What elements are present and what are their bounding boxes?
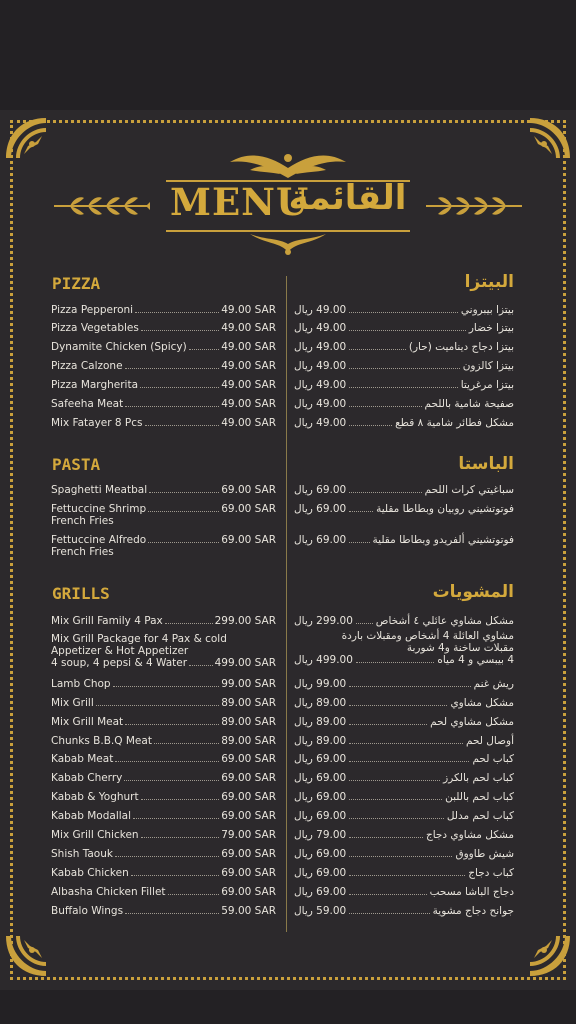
menu-item-price: 69.00 SAR xyxy=(221,772,276,784)
dot-leader xyxy=(349,705,447,706)
menu-item-row xyxy=(51,417,276,429)
dot-leader xyxy=(356,623,373,624)
dot-leader xyxy=(141,837,220,838)
menu-item-subtitle: French Fries xyxy=(51,515,114,527)
dot-leader xyxy=(349,837,423,838)
menu-item-ar xyxy=(294,697,514,709)
menu-item-price: 69.00 ريال xyxy=(294,772,347,784)
menu-item-row xyxy=(51,697,276,709)
menu-item-ar xyxy=(294,867,514,879)
menu-item-name: مشكل مشاوي xyxy=(450,697,514,709)
menu-item-row xyxy=(51,848,276,860)
dot-leader xyxy=(165,623,213,624)
menu-item-price: 49.00 ريال xyxy=(294,341,347,353)
menu-item-name: بيتزا دجاج ديناميت (حار) xyxy=(408,341,514,353)
menu-item-name: Kabab & Yoghurt xyxy=(51,791,139,803)
dot-leader xyxy=(349,875,465,876)
section-title-pasta-en: PASTA xyxy=(52,455,101,474)
menu-item-price: 499.00 ريال xyxy=(294,654,353,666)
menu-item-row xyxy=(294,534,514,546)
menu-item-price: 69.00 SAR xyxy=(221,791,276,803)
menu-item-row xyxy=(51,615,276,627)
menu-item-ar xyxy=(294,678,514,690)
dot-leader xyxy=(349,780,440,781)
dot-leader xyxy=(168,894,220,895)
menu-item-en xyxy=(51,867,276,879)
menu-item-ar xyxy=(294,905,514,917)
menu-item-price: 59.00 SAR xyxy=(221,905,276,917)
menu-item-price: 69.00 SAR xyxy=(221,848,276,860)
dot-leader xyxy=(145,425,220,426)
menu-item-name: Mix Grill Meat xyxy=(51,716,124,728)
menu-item-en xyxy=(51,417,276,429)
dot-leader xyxy=(141,799,220,800)
menu-item-row xyxy=(294,791,514,803)
menu-item-name: كباب دجاج xyxy=(468,867,514,879)
menu-item-price: 49.00 ريال xyxy=(294,322,347,334)
menu-item-name-line3: 4 soup, 4 pepsi & 4 Water xyxy=(51,657,188,669)
menu-item-en xyxy=(51,848,276,860)
dot-leader xyxy=(135,312,219,313)
menu-item-name: مشكل مشاوي عائلي ٤ أشخاص xyxy=(375,615,514,627)
dot-leader xyxy=(349,818,444,819)
dot-leader xyxy=(115,761,219,762)
dot-leader xyxy=(349,368,459,369)
dot-leader xyxy=(349,312,458,313)
menu-item-en xyxy=(51,772,276,784)
menu-item-en xyxy=(51,678,276,690)
menu-item-name-line2: Appetizer & Hot Appetizer xyxy=(51,645,189,657)
dot-leader xyxy=(125,724,219,725)
dot-leader xyxy=(349,799,442,800)
menu-item-price: 299.00 ريال xyxy=(294,615,353,627)
menu-item-en xyxy=(51,304,276,316)
menu-item-name: Mix Fatayer 8 Pcs xyxy=(51,417,143,429)
menu-item-price: 79.00 SAR xyxy=(221,829,276,841)
menu-item-row xyxy=(294,417,514,429)
corner-ornament-icon xyxy=(2,114,50,162)
menu-item-name: فوتوتشيني ألفريدو وبطاطا مقلية xyxy=(372,534,514,546)
menu-item-name: Pizza Pepperoni xyxy=(51,304,134,316)
menu-item-price: 99.00 ريال xyxy=(294,678,347,690)
menu-item-ar xyxy=(294,735,514,747)
menu-item-price: 49.00 SAR xyxy=(221,379,276,391)
menu-item-row xyxy=(51,772,276,784)
menu-item-row xyxy=(294,341,514,353)
menu-item-price: 89.00 ريال xyxy=(294,735,347,747)
menu-item-row xyxy=(294,678,514,690)
dot-leader xyxy=(133,818,219,819)
menu-item-name: Mix Grill xyxy=(51,697,94,709)
menu-item-price: 49.00 SAR xyxy=(221,341,276,353)
menu-item-price: 49.00 SAR xyxy=(221,360,276,372)
menu-item-name: شيش طاووق xyxy=(455,848,514,860)
dot-leader xyxy=(349,743,463,744)
menu-item-name: Kabab Modallal xyxy=(51,810,132,822)
menu-item-ar xyxy=(294,484,514,496)
menu-item-ar xyxy=(294,503,514,515)
menu-item-name: بيتزا خضار xyxy=(468,322,514,334)
menu-item-name: Mix Grill Package for 4 Pax & cold xyxy=(51,633,227,645)
menu-item-ar xyxy=(294,417,514,429)
menu-item-price: 49.00 ريال xyxy=(294,304,347,316)
menu-item-row xyxy=(51,716,276,728)
menu-item-en xyxy=(51,791,276,803)
section-title-pizza-en: PIZZA xyxy=(52,274,101,293)
dot-leader xyxy=(349,856,452,857)
section-title-grills-ar: المشويات xyxy=(432,582,514,602)
menu-item-en xyxy=(51,905,276,917)
dot-leader xyxy=(349,542,369,543)
menu-item-name: فوتوتشيني روبيان وبطاطا مقلية xyxy=(376,503,514,515)
menu-item-price: 49.00 SAR xyxy=(221,304,276,316)
corner-ornament-icon xyxy=(526,932,574,980)
menu-item-ar xyxy=(294,322,514,334)
menu-item-name: Kabab Cherry xyxy=(51,772,123,784)
menu-item-price: 69.00 SAR xyxy=(221,810,276,822)
menu-item-en xyxy=(51,735,276,747)
menu-item-name-line2: مقبلات ساخنة و4 شوربة xyxy=(406,642,514,654)
menu-item-name: بيتزا كالزون xyxy=(462,360,514,372)
dot-leader xyxy=(96,705,220,706)
corner-ornament-icon xyxy=(2,932,50,980)
dot-leader xyxy=(349,387,457,388)
menu-item-ar xyxy=(294,304,514,316)
menu-item-name: مشكل مشاوي دجاج xyxy=(425,829,514,841)
menu-item-name: دجاج الباشا مسحب xyxy=(429,886,514,898)
menu-item-price: 59.00 ريال xyxy=(294,905,347,917)
menu-item-ar xyxy=(294,886,514,898)
menu-item-row xyxy=(51,360,276,372)
menu-item-ar xyxy=(294,848,514,860)
menu-item-price: 299.00 SAR xyxy=(214,615,276,627)
menu-item-name: مشكل مشاوي لحم xyxy=(430,716,514,728)
dot-leader xyxy=(349,511,373,512)
menu-item-name: Spaghetti Meatbal xyxy=(51,484,148,496)
menu-item-row xyxy=(51,503,276,515)
menu-item-row xyxy=(294,735,514,747)
menu-item-en xyxy=(51,484,276,496)
dot-leader xyxy=(148,511,219,512)
section-title-grills-en: GRILLS xyxy=(52,584,110,603)
menu-item-en xyxy=(51,534,276,558)
menu-item-row xyxy=(294,322,514,334)
menu-item-price: 49.00 ريال xyxy=(294,398,347,410)
menu-item-price: 69.00 ريال xyxy=(294,848,347,860)
menu-item-row xyxy=(294,753,514,765)
menu-item-row xyxy=(51,905,276,917)
menu-item-name: Pizza Margherita xyxy=(51,379,139,391)
menu-item-name: Fettuccine Shrimp xyxy=(51,503,147,515)
menu-item-row xyxy=(51,534,276,546)
menu-item-price: 69.00 ريال xyxy=(294,886,347,898)
menu-item-ar xyxy=(294,630,514,666)
menu-item-price: 499.00 SAR xyxy=(214,657,276,669)
menu-item-row xyxy=(51,678,276,690)
menu-item-price: 79.00 ريال xyxy=(294,829,347,841)
dot-leader xyxy=(149,492,219,493)
menu-item-price: 49.00 SAR xyxy=(221,398,276,410)
menu-item-price: 49.00 SAR xyxy=(221,322,276,334)
menu-item-name: Shish Taouk xyxy=(51,848,113,860)
menu-item-price: 69.00 ريال xyxy=(294,791,347,803)
dot-leader xyxy=(349,425,392,426)
dot-leader xyxy=(125,913,219,914)
dot-leader xyxy=(356,662,434,663)
menu-item-name: سباغيتي كرات اللحم xyxy=(424,484,514,496)
menu-item-row xyxy=(51,657,276,669)
menu-item-en xyxy=(51,341,276,353)
menu-item-row xyxy=(294,398,514,410)
corner-ornament-icon xyxy=(526,114,574,162)
dot-leader xyxy=(189,349,220,350)
dot-leader xyxy=(349,913,429,914)
menu-item-name: كباب لحم بالكرز xyxy=(443,772,514,784)
menu-item-ar xyxy=(294,360,514,372)
menu-item-row xyxy=(294,829,514,841)
menu-item-row xyxy=(51,379,276,391)
menu-item-name: كباب لحم باللبن xyxy=(445,791,514,803)
menu-item-price: 69.00 ريال xyxy=(294,503,347,515)
menu-item-row xyxy=(294,503,514,515)
menu-item-price: 69.00 ريال xyxy=(294,484,347,496)
dot-leader xyxy=(349,724,427,725)
menu-item-en xyxy=(51,753,276,765)
menu-item-price: 69.00 SAR xyxy=(221,753,276,765)
menu-item-row xyxy=(294,360,514,372)
menu-item-en xyxy=(51,398,276,410)
menu-item-price: 49.00 ريال xyxy=(294,379,347,391)
menu-title-en: MENU xyxy=(170,180,310,224)
menu-item-row xyxy=(51,304,276,316)
menu-item-ar xyxy=(294,829,514,841)
dot-leader xyxy=(140,387,219,388)
menu-item-name: Buffalo Wings xyxy=(51,905,124,917)
section-title-pizza-ar: البيتزا xyxy=(464,272,514,292)
dot-leader xyxy=(189,665,213,666)
dot-leader xyxy=(148,542,219,543)
dot-leader xyxy=(349,894,426,895)
dot-leader xyxy=(349,330,466,331)
menu-item-price: 69.00 SAR xyxy=(221,886,276,898)
menu-item-name: Fettuccine Alfredo xyxy=(51,534,147,546)
menu-item-row xyxy=(51,829,276,841)
menu-item-price: 49.00 SAR xyxy=(221,417,276,429)
menu-item-row xyxy=(51,735,276,747)
dot-leader xyxy=(113,686,220,687)
menu-item-en xyxy=(51,633,276,669)
menu-item-name: مشكل فطائر شامية ٨ قطع xyxy=(395,417,514,429)
menu-item-name: صفيحة شامية باللحم xyxy=(424,398,514,410)
dot-leader xyxy=(349,686,470,687)
dot-leader xyxy=(154,743,219,744)
menu-item-price: 89.00 SAR xyxy=(221,697,276,709)
menu-item-row xyxy=(294,697,514,709)
menu-item-row xyxy=(51,886,276,898)
menu-item-row xyxy=(51,341,276,353)
dot-leader xyxy=(125,406,219,407)
menu-item-name: جوانح دجاج مشوية xyxy=(432,905,514,917)
menu-item-row xyxy=(51,322,276,334)
dot-leader xyxy=(349,349,406,350)
menu-item-row xyxy=(294,379,514,391)
menu-item-ar xyxy=(294,772,514,784)
menu-item-row xyxy=(51,791,276,803)
menu-item-price: 69.00 SAR xyxy=(221,503,276,515)
menu-item-subtitle: French Fries xyxy=(51,546,114,558)
menu-item-name: Chunks B.B.Q Meat xyxy=(51,735,152,747)
menu-item-en xyxy=(51,716,276,728)
menu-item-row xyxy=(294,867,514,879)
menu-item-en xyxy=(51,503,276,527)
menu-item-name: كباب لحم مدلل xyxy=(446,810,514,822)
menu-item-name: Kabab Chicken xyxy=(51,867,129,879)
menu-title-ar: القائمة xyxy=(288,178,407,218)
dot-leader xyxy=(125,368,220,369)
dot-leader xyxy=(131,875,220,876)
menu-item-en xyxy=(51,360,276,372)
menu-item-en xyxy=(51,829,276,841)
menu-item-price: 69.00 ريال xyxy=(294,534,347,546)
menu-item-name: ريش غنم xyxy=(473,678,514,690)
menu-item-price: 89.00 SAR xyxy=(221,716,276,728)
menu-item-price: 69.00 SAR xyxy=(221,534,276,546)
menu-item-row xyxy=(51,398,276,410)
menu-item-ar xyxy=(294,753,514,765)
menu-item-row xyxy=(51,484,276,496)
menu-item-row xyxy=(294,905,514,917)
menu-item-price: 69.00 ريال xyxy=(294,810,347,822)
menu-item-price: 99.00 SAR xyxy=(221,678,276,690)
menu-item-price: 69.00 ريال xyxy=(294,867,347,879)
menu-item-price: 69.00 SAR xyxy=(221,867,276,879)
menu-item-name: Safeeha Meat xyxy=(51,398,124,410)
menu-item-row xyxy=(294,772,514,784)
menu-item-row xyxy=(51,867,276,879)
menu-item-price: 89.00 ريال xyxy=(294,697,347,709)
menu-item-en xyxy=(51,379,276,391)
menu-item-row xyxy=(294,716,514,728)
menu-item-en xyxy=(51,615,276,627)
menu-item-name: Mix Grill Family 4 Pax xyxy=(51,615,163,627)
dot-leader xyxy=(141,330,219,331)
menu-item-price: 69.00 ريال xyxy=(294,753,347,765)
section-title-pasta-ar: الباستا xyxy=(458,454,514,474)
menu-item-price: 69.00 SAR xyxy=(221,484,276,496)
menu-item-row xyxy=(51,753,276,765)
menu-item-row xyxy=(51,810,276,822)
menu-card xyxy=(0,110,576,990)
menu-item-ar xyxy=(294,534,514,546)
menu-item-price: 49.00 ريال xyxy=(294,417,347,429)
menu-item-name: Kabab Meat xyxy=(51,753,114,765)
menu-item-ar xyxy=(294,379,514,391)
menu-item-price: 89.00 SAR xyxy=(221,735,276,747)
menu-item-ar xyxy=(294,810,514,822)
menu-item-row xyxy=(294,654,514,666)
menu-item-name: Dynamite Chicken (Spicy) xyxy=(51,341,187,353)
menu-item-row xyxy=(294,304,514,316)
menu-item-name: كباب لحم xyxy=(472,753,514,765)
menu-item-row xyxy=(294,615,514,627)
menu-item-ar xyxy=(294,615,514,627)
menu-item-row xyxy=(294,810,514,822)
menu-item-en xyxy=(51,697,276,709)
menu-item-name: Albasha Chicken Fillet xyxy=(51,886,166,898)
menu-item-ar xyxy=(294,398,514,410)
dot-leader xyxy=(124,780,219,781)
menu-item-row xyxy=(294,484,514,496)
dot-leader xyxy=(349,406,421,407)
menu-item-en xyxy=(51,886,276,898)
menu-item-name: Lamb Chop xyxy=(51,678,111,690)
menu-item-row xyxy=(294,848,514,860)
menu-item-en xyxy=(51,810,276,822)
menu-item-name: Mix Grill Chicken xyxy=(51,829,139,841)
menu-item-price: 49.00 ريال xyxy=(294,360,347,372)
menu-item-name: Pizza Calzone xyxy=(51,360,123,372)
menu-item-name: Pizza Vegetables xyxy=(51,322,139,334)
menu-item-en xyxy=(51,322,276,334)
menu-item-ar xyxy=(294,791,514,803)
column-divider xyxy=(286,276,287,932)
menu-item-name: أوصال لحم xyxy=(465,735,514,747)
menu-item-price: 89.00 ريال xyxy=(294,716,347,728)
menu-item-name: بيتزا بيبروني xyxy=(460,304,514,316)
menu-item-name-line3: 4 بيبسي و 4 مياه xyxy=(437,654,514,666)
menu-item-ar xyxy=(294,716,514,728)
menu-item-ar xyxy=(294,341,514,353)
menu-item-name: بيتزا مرغريتا xyxy=(460,379,514,391)
menu-item-name: مشاوي العائلة 4 أشخاص ومقبلات باردة xyxy=(341,630,514,642)
dot-leader xyxy=(115,856,219,857)
dot-leader xyxy=(349,761,469,762)
dot-leader xyxy=(349,492,421,493)
menu-item-row xyxy=(294,886,514,898)
